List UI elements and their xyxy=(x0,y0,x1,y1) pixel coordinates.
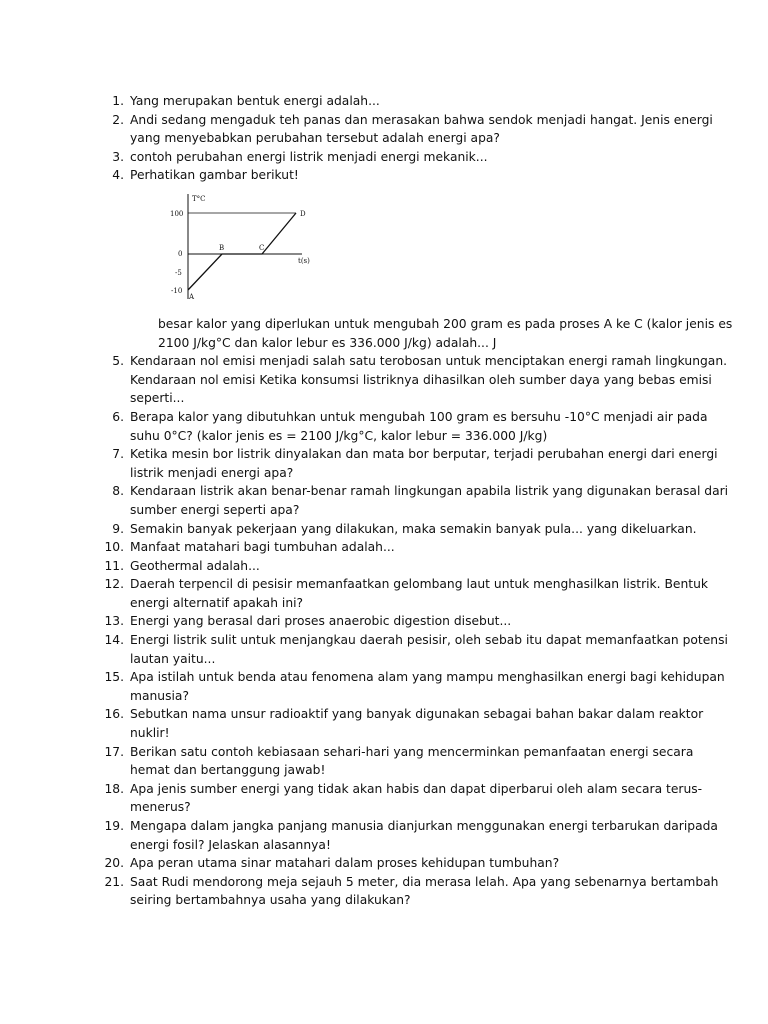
question-text: energi alternatif apakah ini? xyxy=(130,595,304,610)
question-3 xyxy=(0,148,768,167)
question-text: Daerah terpencil di pesisir memanfaatkan gelombang laut untuk menghasilkan listrik. Bentuk xyxy=(130,577,709,592)
question-text: sumber energi seperti apa? xyxy=(130,502,300,517)
question-16 xyxy=(0,705,768,742)
question-text: Yang merupakan bentuk energi adalah... xyxy=(130,94,380,108)
question-text: suhu 0°C? (kalor jenis es = 2100 J/kg°C, kalor lebur = 336.000 J/kg) xyxy=(130,428,548,443)
question-text: Energi listrik sulit untuk menjangkau daerah pesisir, oleh sebab itu dapat memanfaatkan potensi xyxy=(130,633,728,648)
question-number: 20. xyxy=(104,856,124,871)
question-text: 2100 J/kg°C dan kalor lebur es 336.000 J/kg) adalah... J xyxy=(158,335,497,350)
question-1 xyxy=(0,92,768,111)
question-number: 15. xyxy=(104,670,124,685)
question-11 xyxy=(0,557,768,576)
question-text: Saat Rudi mendorong meja sejauh 5 meter, dia merasa lelah. Apa yang sebenarnya bertambah xyxy=(130,874,719,889)
question-13 xyxy=(0,612,768,631)
question-8 xyxy=(0,482,768,519)
question-text: Perhatikan gambar berikut! xyxy=(130,168,299,183)
y-axis-label: T°C xyxy=(192,194,206,203)
question-text: besar kalor yang diperlukan untuk mengubah 200 gram es pada proses A ke C (kalor jenis es xyxy=(158,316,733,331)
question-number: 14. xyxy=(104,633,124,648)
question-text: Kendaraan nol emisi Ketika konsumsi listriknya dihasilkan oleh sumber daya yang bebas emisi xyxy=(130,372,712,387)
y-tick-label: 100 xyxy=(170,209,184,218)
question-number: 16. xyxy=(104,707,124,722)
question-text: Semakin banyak pekerjaan yang dilakukan, maka semakin banyak pula... yang dikeluarkan. xyxy=(130,521,697,536)
question-text: Mengapa dalam jangka panjang manusia dianjurkan menggunakan energi terbarukan daripada xyxy=(130,819,718,833)
question-17 xyxy=(0,743,768,780)
question-number: 9. xyxy=(112,521,124,536)
question-text: seperti... xyxy=(130,391,185,406)
question-text: Berikan satu contoh kebiasaan sehari-hari yang mencerminkan pemanfaatan energi secara xyxy=(130,744,694,759)
question-text: nuklir! xyxy=(130,726,170,741)
question-number: 11. xyxy=(104,558,124,573)
question-7 xyxy=(0,445,768,482)
question-number: 18. xyxy=(104,781,124,796)
question-21 xyxy=(0,873,768,910)
question-text: energi fosil? Jelaskan alasannya! xyxy=(130,837,331,852)
question-number: 6. xyxy=(112,409,124,424)
question-text: Kendaraan listrik akan benar-benar ramah lingkungan apabila listrik yang digunakan berasal dari xyxy=(130,484,729,499)
point-label-d: D xyxy=(300,209,306,218)
question-text: Manfaat matahari bagi tumbuhan adalah... xyxy=(130,540,395,555)
question-number: 8. xyxy=(112,484,124,499)
question-text: Apa peran utama sinar matahari dalam proses kehidupan tumbuhan? xyxy=(130,856,560,871)
question-20 xyxy=(0,854,768,873)
question-list xyxy=(0,92,768,910)
question-text: Apa jenis sumber energi yang tidak akan habis dan dapat diperbarui oleh alam secara terus- xyxy=(130,781,703,796)
question-text: Energi yang berasal dari proses anaerobic digestion disebut... xyxy=(130,614,512,629)
question-text: Sebutkan nama unsur radioaktif yang banyak digunakan sebagai bahan bakar dalam reaktor xyxy=(130,707,704,722)
heating-curve-figure xyxy=(0,189,768,311)
question-text: menerus? xyxy=(130,800,191,815)
question-6 xyxy=(0,408,768,445)
point-label-a: A xyxy=(189,292,195,301)
question-text: yang menyebabkan perubahan tersebut adalah energi apa? xyxy=(130,131,500,146)
question-text: lautan yaitu... xyxy=(130,651,216,666)
question-text: Andi sedang mengaduk teh panas dan merasakan bahwa sendok menjadi hangat. Jenis energi xyxy=(130,112,713,127)
point-label-c: C xyxy=(259,243,265,252)
question-15 xyxy=(0,668,768,705)
heating-curve-graph xyxy=(160,191,320,301)
y-tick-label: -5 xyxy=(175,268,182,277)
question-19 xyxy=(0,817,768,854)
question-number: 17. xyxy=(104,744,124,759)
question-text: Ketika mesin bor listrik dinyalakan dan mata bor berputar, terjadi perubahan energi dari energi xyxy=(130,447,718,462)
question-text: Geothermal adalah... xyxy=(130,558,260,573)
x-axis-label: t(s) xyxy=(298,256,310,265)
y-tick-label: -10 xyxy=(171,286,183,295)
question-number: 21. xyxy=(104,874,124,889)
question-number: 4. xyxy=(112,168,124,183)
question-text: listrik menjadi energi apa? xyxy=(130,465,294,480)
question-5 xyxy=(0,352,768,408)
y-tick-label: 0 xyxy=(178,249,183,258)
question-number: 10. xyxy=(104,540,124,555)
question-4-continuation xyxy=(158,315,768,352)
question-text: seiring bertambahnya usaha yang dilakukan? xyxy=(130,893,411,908)
question-text: contoh perubahan energi listrik menjadi energi mekanik... xyxy=(130,149,488,164)
heating-curve-line xyxy=(188,213,296,290)
question-text: Kendaraan nol emisi menjadi salah satu terobosan untuk menciptakan energi ramah lingkungan. xyxy=(130,354,728,369)
question-text: Berapa kalor yang dibutuhkan untuk mengubah 100 gram es bersuhu -10°C menjadi air pada xyxy=(130,409,708,424)
question-text: Apa istilah untuk benda atau fenomena alam yang mampu menghasilkan energi bagi kehidupan xyxy=(130,670,725,685)
question-number: 13. xyxy=(104,614,124,629)
question-14 xyxy=(0,631,768,668)
question-number: 1. xyxy=(112,94,124,108)
question-18 xyxy=(0,780,768,817)
question-2 xyxy=(0,111,768,148)
question-9 xyxy=(0,520,768,539)
question-number: 12. xyxy=(104,577,124,592)
question-text: manusia? xyxy=(130,688,189,703)
question-number: 7. xyxy=(112,447,124,462)
point-label-b: B xyxy=(219,243,225,252)
question-text: hemat dan bertanggung jawab! xyxy=(130,763,326,778)
question-12 xyxy=(0,575,768,612)
question-number: 2. xyxy=(112,112,124,127)
question-10 xyxy=(0,538,768,557)
question-number: 3. xyxy=(112,149,124,164)
question-4 xyxy=(0,166,768,185)
question-number: 19. xyxy=(104,819,124,833)
question-number: 5. xyxy=(112,354,124,369)
